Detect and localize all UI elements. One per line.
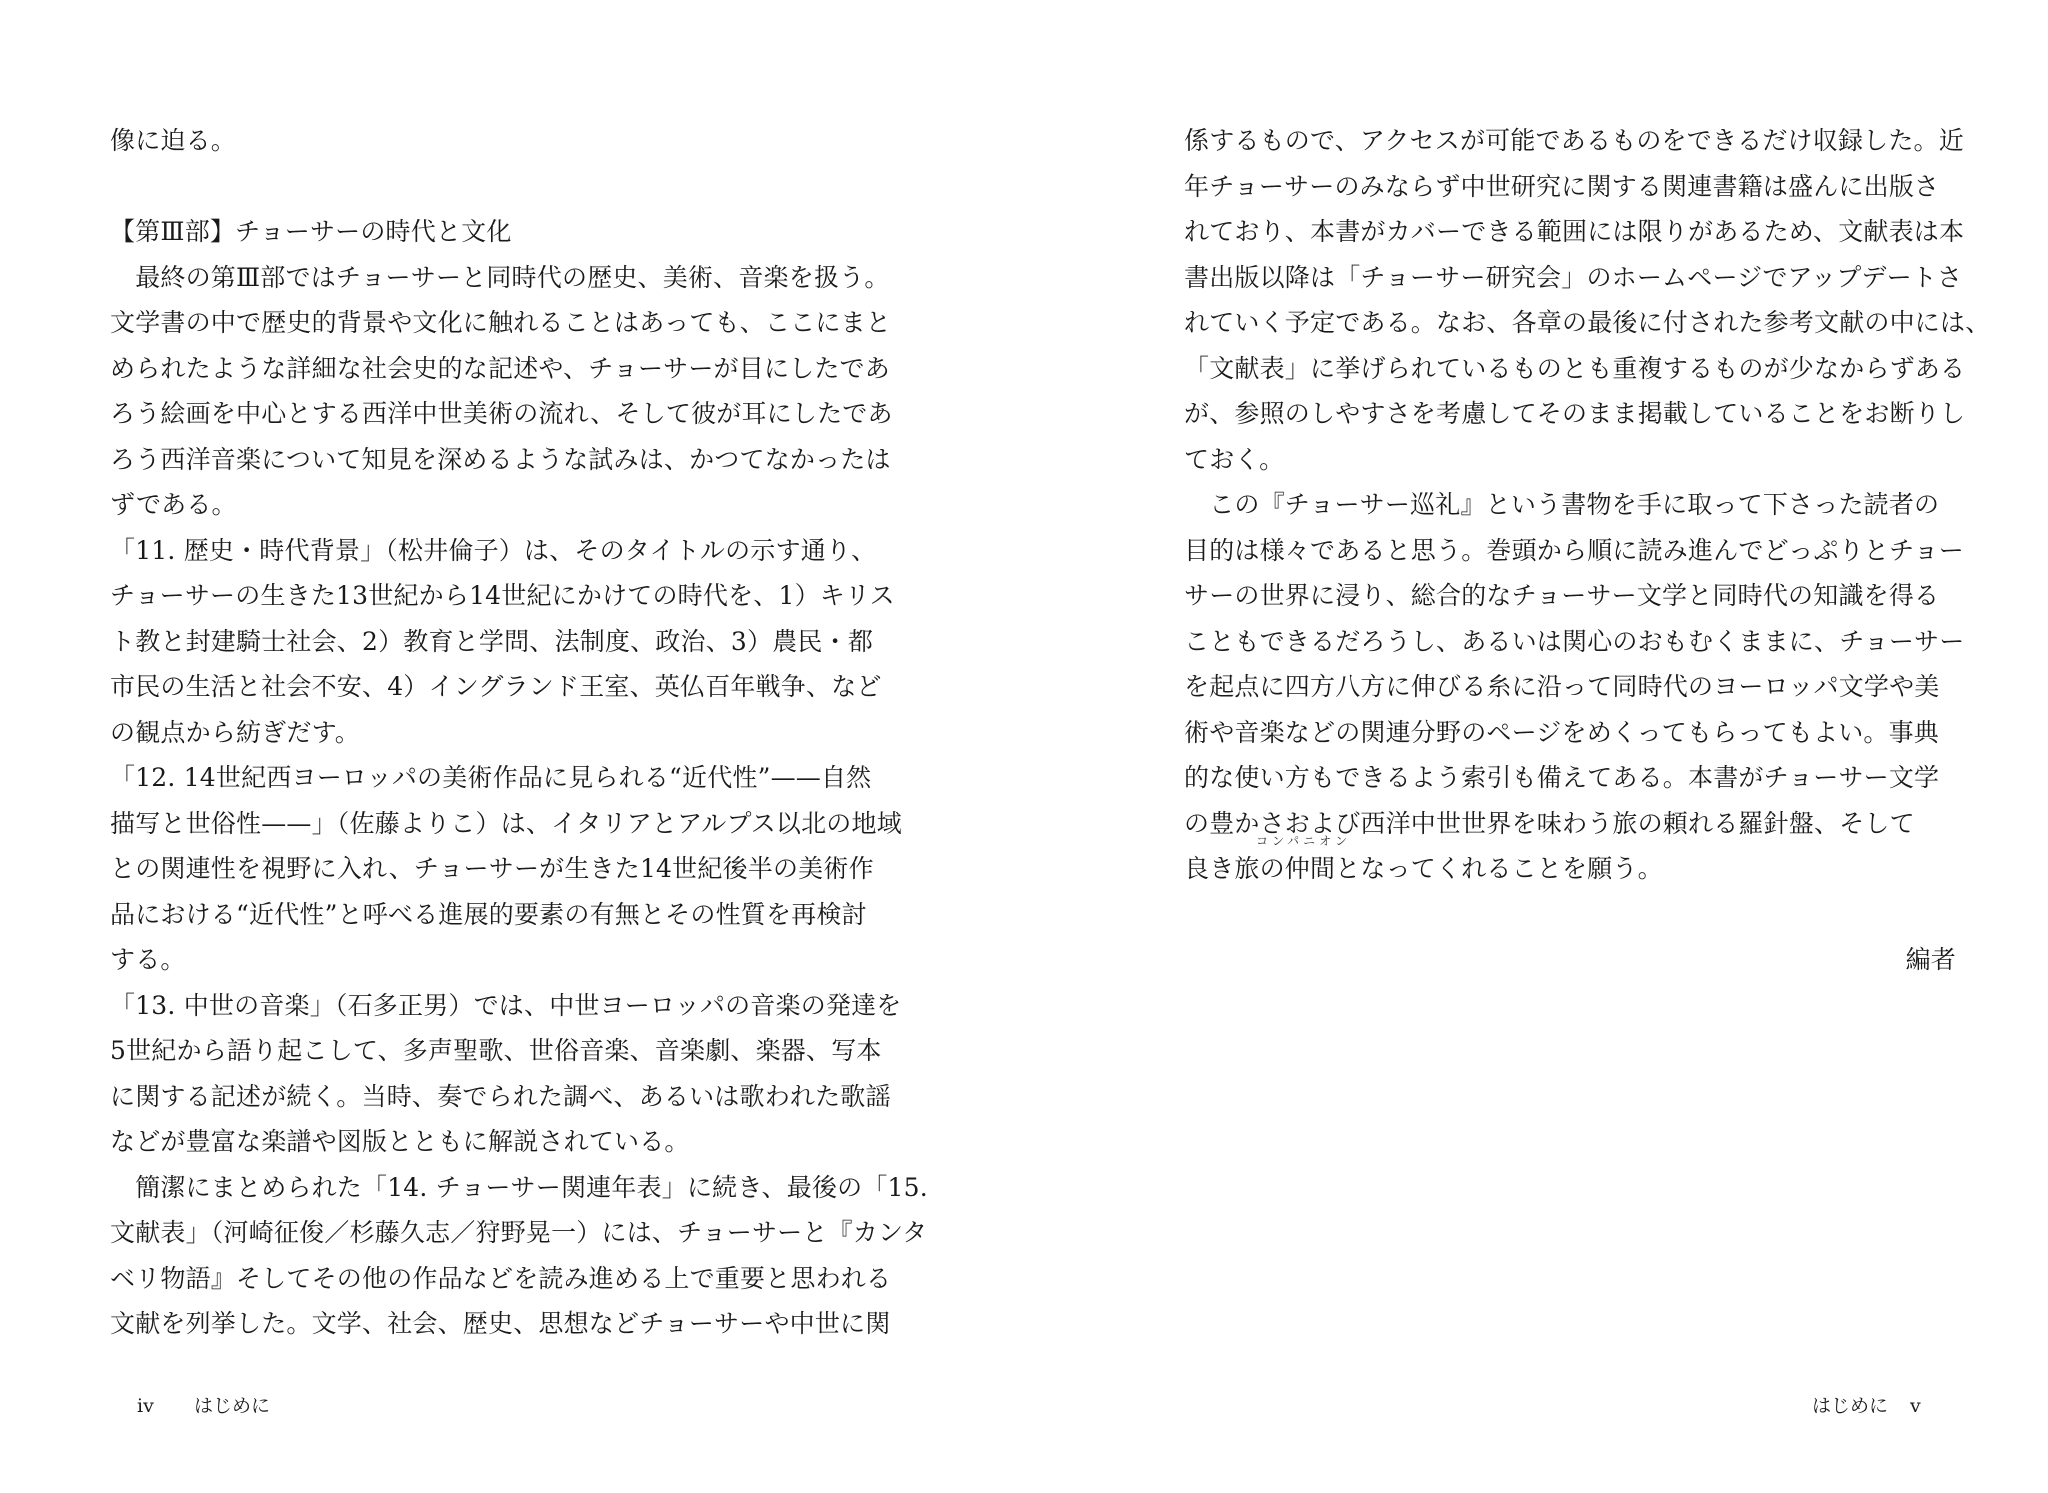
text-line: れていく予定である。なお、各章の最後に付された参考文献の中には、	[1184, 308, 1991, 337]
text-line: が、参照のしやすさを考慮してそのまま掲載していることをお断りし	[1184, 399, 1966, 428]
text-line: ろう西洋音楽について知見を深めるような試みは、かつてなかったは	[110, 444, 891, 474]
text-line: 簡潔にまとめられた「14. チョーサー関連年表」に続き、最後の「15.	[110, 1172, 928, 1202]
text-line: 良き旅の仲間となってくれることを願う。	[1184, 854, 1663, 883]
left-text-column	[110, 118, 928, 1347]
text-line: 年チョーサーのみならず中世研究に関する関連書籍は盛んに出版さ	[1184, 171, 1940, 201]
text-line: 市民の生活と社会不安、4）イングランド王室、英仏百年戦争、など	[110, 672, 882, 701]
text-line: こともできるだろうし、あるいは関心のおもむくままに、チョーサー	[1184, 626, 1965, 656]
text-line: 「11. 歴史・時代背景」（松井倫子）は、そのタイトルの示す通り、	[110, 535, 877, 565]
text-line: この『チョーサー巡礼』という書物を手に取って下さった読者の	[1184, 490, 1940, 519]
text-line: を起点に四方八方に伸びる糸に沿って同時代のヨーロッパ文学や美	[1184, 672, 1940, 701]
text-line: との関連性を視野に入れ、チョーサーが生きた14世紀後半の美術作	[110, 854, 874, 883]
page-number: v	[1910, 1395, 1921, 1417]
right-text-column	[1184, 118, 1991, 983]
text-line: 文学書の中で歴史的背景や文化に触れることはあっても、ここにまと	[110, 308, 891, 337]
text-line: 目的は様々であると思う。巻頭から順に読み進んでどっぷりとチョー	[1184, 535, 1964, 565]
text-line: の豊かさおよび西洋中世世界を味わう旅の頼れる羅針盤、そして	[1184, 808, 1915, 838]
running-title: はじめに	[194, 1395, 271, 1417]
text-line: 術や音楽などの関連分野のページをめくってもらってもよい。事典	[1184, 717, 1940, 747]
text-line: められたような詳細な社会史的な記述や、チョーサーが目にしたであ	[110, 353, 890, 383]
text-line: に関する記述が続く。当時、奏でられた調べ、あるいは歌われた歌謡	[110, 1081, 891, 1111]
section-heading: 【第Ⅲ部】チョーサーの時代と文化	[110, 217, 512, 246]
text-line: 的な使い方もできるよう索引も備えてある。本書がチョーサー文学	[1184, 763, 1940, 792]
page-number: iv	[137, 1395, 154, 1417]
text-line: ベリ物語』そしてその他の作品などを読み進める上で重要と思われる	[110, 1263, 892, 1293]
text-line: ろう絵画を中心とする西洋中世美術の流れ、そして彼が耳にしたであ	[110, 399, 893, 428]
signature: 編者	[1905, 945, 1956, 974]
text-line: の観点から紡ぎだす。	[110, 717, 361, 747]
text-line: 品における“近代性”と呼べる進展的要素の有無とその性質を再検討	[110, 899, 867, 929]
text-line: 描写と世俗性——」（佐藤よりこ）は、イタリアとアルプス以北の地域	[110, 808, 902, 838]
text-line: 係するもので、アクセスが可能であるものをできるだけ収録した。近	[1184, 126, 1964, 155]
blank-line	[110, 164, 880, 210]
text-line: 「13. 中世の音楽」（石多正男）では、中世ヨーロッパの音楽の発達を	[110, 990, 902, 1020]
text-line: ずである。	[110, 490, 237, 519]
text-line: サーの世界に浸り、総合的なチョーサー文学と同時代の知識を得る	[1184, 581, 1940, 610]
text-line: ておく。	[1184, 444, 1285, 474]
text-line: 「文献表」に挙げられているものとも重複するものが少なからずある	[1184, 353, 1966, 383]
text-line: れており、本書がカバーできる範囲には限りがあるため、文献表は本	[1184, 217, 1965, 246]
running-title: はじめに	[1812, 1395, 1889, 1417]
text-line: チョーサーの生きた13世紀から14世紀にかけての時代を、1）キリス	[110, 581, 895, 610]
right-page	[1024, 0, 2048, 1493]
text-line: などが豊富な楽譜や図版とともに解説されている。	[110, 1127, 690, 1156]
blank-line	[1184, 892, 1956, 938]
ruby-annotation: コンパニオン	[1256, 834, 1352, 848]
text-line: 5世紀から語り起こして、多声聖歌、世俗音楽、音楽劇、楽器、写本	[110, 1036, 882, 1065]
text-line: ト教と封建騎士社会、2）教育と学問、法制度、政治、3）農民・都	[110, 626, 874, 656]
text-line: 書出版以降は「チョーサー研究会」のホームページでアップデートさ	[1184, 262, 1963, 292]
text-line: 「12. 14世紀西ヨーロッパの美術作品に見られる“近代性”——自然	[110, 763, 872, 792]
text-line: 像に迫る。	[110, 126, 237, 155]
text-line: 最終の第Ⅲ部ではチョーサーと同時代の歴史、美術、音楽を扱う。	[110, 262, 890, 292]
text-line-with-ruby	[1184, 834, 1956, 892]
text-line: 文献表」（河崎征俊／杉藤久志／狩野晃一）には、チョーサーと『カンタ	[110, 1218, 928, 1247]
text-line: する。	[110, 945, 186, 974]
text-line: 文献を列挙した。文学、社会、歴史、思想などチョーサーや中世に関	[110, 1309, 891, 1338]
